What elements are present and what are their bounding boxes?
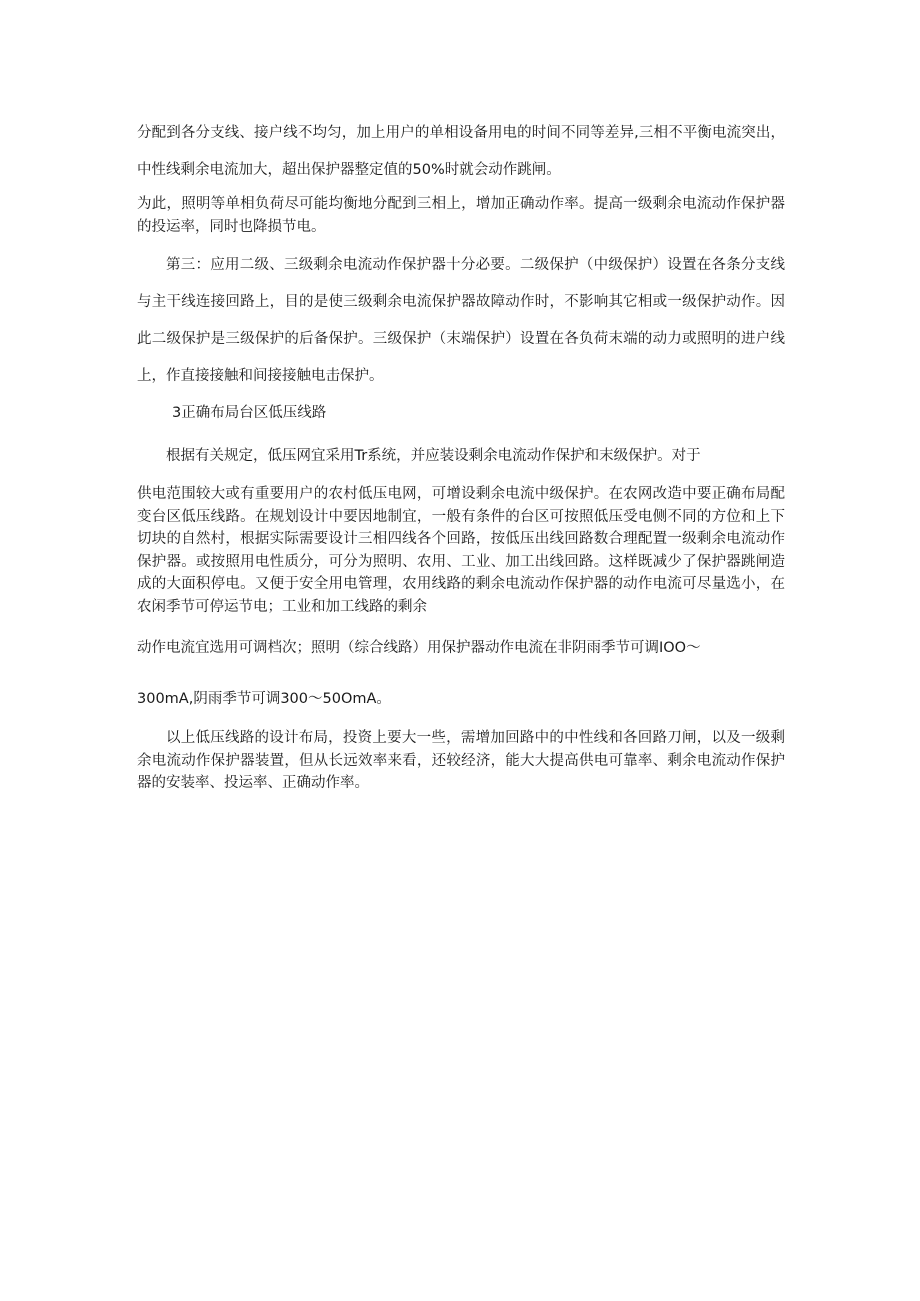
paragraph-third-protection: 第三：应用二级、三级剩余电流动作保护器十分必要。二级保护（中级保护）设置在各条分支线与主干线连接回路上，目的是使三级剩余电流保护器故障动作时，不影响其它相或一级保护动作。因此二级保护是三级保护的后备保护。三级保护（末端保护）设置在各负荷末端的动力或照明的进户线上，作直接接触和间接接触电击保护。 — [137, 257, 785, 384]
paragraph-layout: 供电范围较大或有重要用户的农村低压电网，可增设剩余电流中级保护。在农网改造中要正确布局配变台区低压线路。在规划设计中要因地制宜，一般有条件的台区可按照低压受电侧不同的方位和上下切块的自然村，根据实际需要设计三相四线各个回路，按低压出线回路数合理配置一级剩余电流动作保护器。或按照用电性质分，可分为照明、农用、工业、加工出线回路。这样既减少了保护器跳闸造成的大面积停电。又便于安全用电管理，农用线路的剩余电流动作保护器的动作电流可尽量选小，在农闲季节可停运节电；工业和加工线路的剩余 — [137, 486, 785, 615]
paragraph-conclusion: 以上低压线路的设计布局，投资上要大一些，需增加回路中的中性线和各回路刀闸，以及一级剩余电流动作保护器装置，但从长远效率来看，还较经济，能大大提高供电可靠率、剩余电流动作保护器的安装率、投运率、正确动作率。 — [137, 730, 785, 791]
paragraph-balance-load: 为此，照明等单相负荷尽可能均衡地分配到三相上，增加正确动作率。提高一级剩余电流动作保护器的投运率，同时也降损节电。 — [137, 196, 785, 235]
paragraph-regulation: 根据有关规定，低压网宜采用Tr系统，并应装设剩余电流动作保护和末级保护。对于 — [166, 448, 701, 464]
paragraph-action-current: 动作电流宜选用可调档次；照明（综合线路）用保护器动作电流在非阴雨季节可调IOO～ — [137, 640, 701, 656]
section-heading: 3正确布局台区低压线路 — [172, 405, 327, 421]
paragraph-unbalance: 分配到各分支线、接户线不均匀，加上用户的单相设备用电的时间不同等差异,三相不平衡电流突出，中性线剩余电流加大，超出保护器整定值的50%时就会动作跳闸。 — [137, 125, 785, 178]
paragraph-rainy-season: 300mA,阴雨季节可调300～50OmA。 — [137, 691, 391, 707]
